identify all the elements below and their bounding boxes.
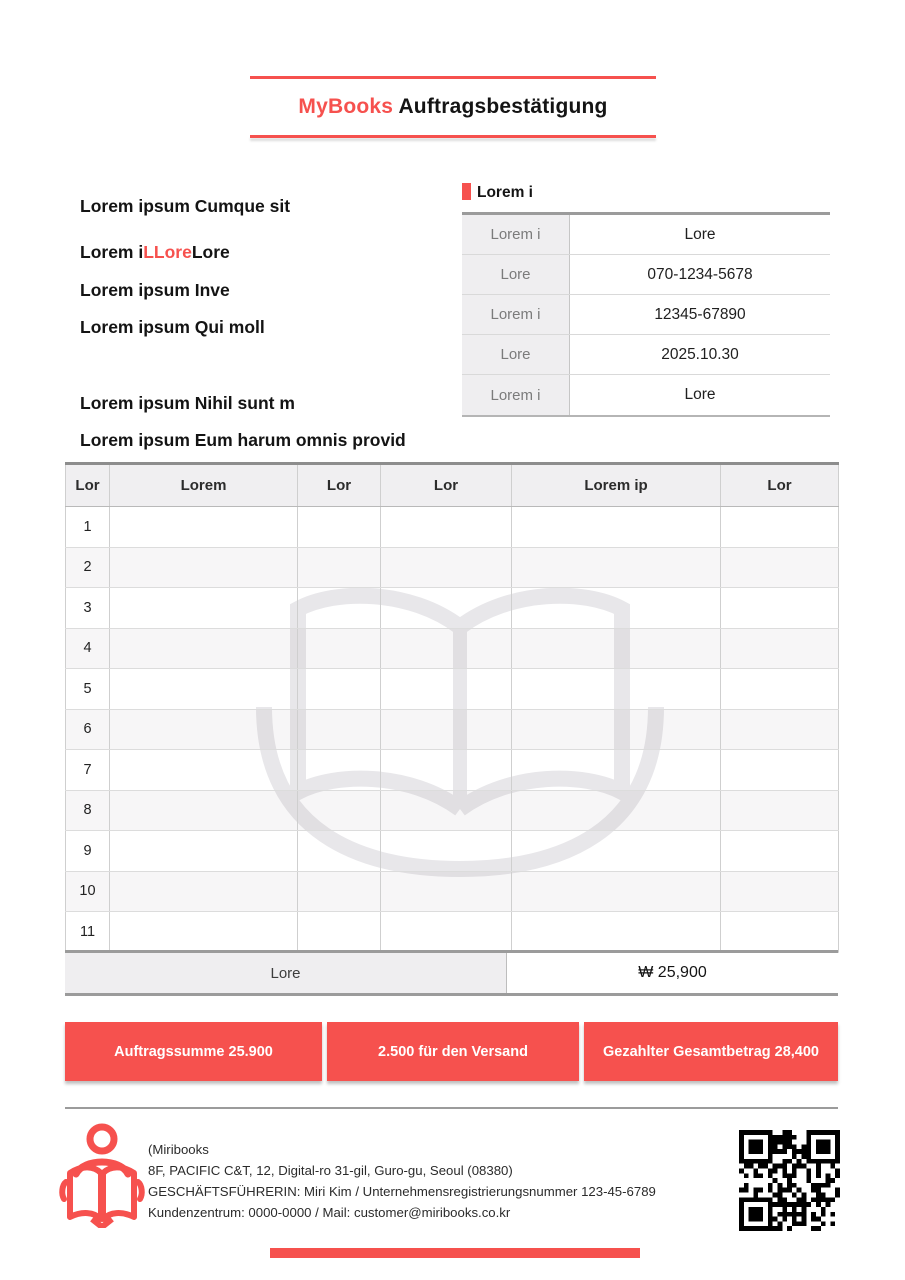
intro-line-2	[80, 242, 230, 263]
info-row	[462, 295, 830, 335]
order-empty-cell	[381, 790, 512, 831]
order-table-row	[66, 831, 839, 872]
order-empty-cell	[110, 831, 298, 872]
footer-line: Kundenzentrum: 0000-0000 / Mail: customer@miribooks.co.kr	[148, 1205, 511, 1220]
order-empty-cell	[721, 669, 839, 710]
order-empty-cell	[381, 912, 512, 953]
order-empty-cell	[721, 588, 839, 629]
order-empty-cell	[110, 628, 298, 669]
order-total-row	[65, 950, 838, 996]
order-empty-cell	[110, 669, 298, 710]
order-empty-cell	[721, 709, 839, 750]
order-empty-cell	[512, 750, 721, 791]
order-empty-cell	[110, 790, 298, 831]
order-empty-cell	[298, 588, 381, 629]
order-empty-cell	[512, 831, 721, 872]
payment-summary-pill: Auftragssumme 25.900	[65, 1022, 322, 1081]
order-column-header: Lorem	[110, 464, 298, 507]
order-empty-cell	[512, 912, 721, 953]
order-empty-cell	[110, 709, 298, 750]
intro-line-2-highlight: LLore	[143, 242, 192, 262]
order-empty-cell	[721, 790, 839, 831]
order-empty-cell	[512, 547, 721, 588]
info-row	[462, 375, 830, 415]
order-empty-cell	[381, 507, 512, 548]
document-title: Auftragsbestätigung	[398, 95, 608, 118]
row-number-cell: 9	[66, 831, 110, 872]
order-empty-cell	[298, 790, 381, 831]
order-empty-cell	[721, 750, 839, 791]
order-table-row	[66, 750, 839, 791]
header-rule-top	[250, 76, 656, 79]
info-row-label: Lore	[462, 255, 570, 294]
order-table-row	[66, 669, 839, 710]
order-empty-cell	[298, 750, 381, 791]
order-empty-cell	[512, 628, 721, 669]
header-rule-bottom	[250, 135, 656, 138]
order-table-row	[66, 790, 839, 831]
row-number-cell: 6	[66, 709, 110, 750]
order-empty-cell	[381, 588, 512, 629]
row-number-cell: 5	[66, 669, 110, 710]
info-row-label: Lorem i	[462, 295, 570, 334]
bottom-accent-bar	[270, 1248, 640, 1258]
order-empty-cell	[512, 790, 721, 831]
payment-summary-pill: 2.500 für den Versand	[327, 1022, 579, 1081]
order-empty-cell	[298, 507, 381, 548]
order-column-header: Lor	[721, 464, 839, 507]
order-column-header: Lorem ip	[512, 464, 721, 507]
order-table-body	[66, 507, 839, 953]
order-empty-cell	[512, 709, 721, 750]
order-empty-cell	[512, 588, 721, 629]
info-row-value: Lore	[570, 375, 830, 415]
order-empty-cell	[381, 709, 512, 750]
order-empty-cell	[381, 628, 512, 669]
order-column-header: Lor	[66, 464, 110, 507]
order-empty-cell	[512, 669, 721, 710]
row-number-cell: 10	[66, 871, 110, 912]
info-row-label: Lore	[462, 335, 570, 374]
intro-line-6: Lorem ipsum Eum harum omnis provid	[80, 430, 406, 450]
payment-summary-pill: Gezahlter Gesamtbetrag 28,400	[584, 1022, 838, 1081]
footer-divider	[65, 1107, 838, 1109]
order-empty-cell	[381, 871, 512, 912]
row-number-cell: 11	[66, 912, 110, 953]
info-row-label: Lorem i	[462, 215, 570, 254]
order-table-row	[66, 709, 839, 750]
order-empty-cell	[381, 547, 512, 588]
footer-company-info	[148, 1139, 656, 1223]
info-row	[462, 335, 830, 375]
footer-line: 8F, PACIFIC C&T, 12, Digital-ro 31-gil, Guro-gu, Seoul (08380)	[148, 1163, 513, 1178]
order-empty-cell	[381, 750, 512, 791]
intro-line-4: Lorem ipsum Qui moll	[80, 317, 265, 337]
order-total-label: Lore	[65, 953, 507, 993]
footer-line: (Miribooks	[148, 1142, 209, 1157]
info-table	[462, 212, 830, 417]
order-empty-cell	[298, 709, 381, 750]
reading-person-icon	[58, 1122, 146, 1228]
intro-line-5: Lorem ipsum Nihil sunt m	[80, 393, 295, 413]
row-number-cell: 8	[66, 790, 110, 831]
intro-line-1: Lorem ipsum Cumque sit	[80, 196, 291, 216]
info-row-value: 070-1234-5678	[570, 255, 830, 294]
order-table-row	[66, 588, 839, 629]
info-row-value: 12345-67890	[570, 295, 830, 334]
qr-code	[739, 1130, 840, 1231]
order-table-section	[65, 462, 838, 953]
order-empty-cell	[110, 750, 298, 791]
order-empty-cell	[721, 547, 839, 588]
footer-line: GESCHÄFTSFÜHRERIN: Miri Kim / Unternehmensregistrierungsnummer 123-45-6789	[148, 1184, 656, 1199]
order-column-header: Lor	[298, 464, 381, 507]
row-number-cell: 3	[66, 588, 110, 629]
order-table-row	[66, 912, 839, 953]
row-number-cell: 2	[66, 547, 110, 588]
order-column-header: Lor	[381, 464, 512, 507]
order-empty-cell	[110, 588, 298, 629]
order-total-value: ₩ 25,900	[507, 953, 838, 993]
order-empty-cell	[298, 831, 381, 872]
info-panel-title	[462, 183, 533, 202]
order-items-table	[65, 462, 839, 953]
info-row	[462, 255, 830, 295]
order-empty-cell	[110, 912, 298, 953]
row-number-cell: 1	[66, 507, 110, 548]
order-empty-cell	[381, 831, 512, 872]
order-empty-cell	[298, 912, 381, 953]
payment-summary-row	[65, 1022, 838, 1081]
order-table-row	[66, 507, 839, 548]
order-empty-cell	[721, 912, 839, 953]
order-table-row	[66, 547, 839, 588]
order-empty-cell	[512, 507, 721, 548]
order-empty-cell	[298, 547, 381, 588]
page-title	[250, 95, 656, 119]
intro-line-2-post: Lore	[191, 242, 230, 262]
order-empty-cell	[110, 547, 298, 588]
order-table-header-row	[66, 464, 839, 507]
info-row-value: Lore	[570, 215, 830, 254]
brand-name: MyBooks	[298, 95, 394, 118]
order-empty-cell	[512, 871, 721, 912]
info-row-label: Lorem i	[462, 375, 570, 415]
intro-line-2-pre: Lorem i	[80, 242, 144, 262]
order-empty-cell	[110, 507, 298, 548]
order-empty-cell	[298, 628, 381, 669]
info-row-value: 2025.10.30	[570, 335, 830, 374]
order-empty-cell	[110, 871, 298, 912]
intro-line-3: Lorem ipsum Inve	[80, 280, 230, 300]
order-table-row	[66, 628, 839, 669]
order-empty-cell	[298, 871, 381, 912]
order-empty-cell	[298, 669, 381, 710]
order-empty-cell	[721, 831, 839, 872]
row-number-cell: 4	[66, 628, 110, 669]
order-table-row	[66, 871, 839, 912]
red-marker-icon	[462, 183, 471, 200]
order-empty-cell	[721, 507, 839, 548]
info-row	[462, 215, 830, 255]
order-empty-cell	[721, 628, 839, 669]
order-empty-cell	[721, 871, 839, 912]
order-empty-cell	[381, 669, 512, 710]
info-panel-title-text: Lorem i	[477, 184, 533, 201]
row-number-cell: 7	[66, 750, 110, 791]
